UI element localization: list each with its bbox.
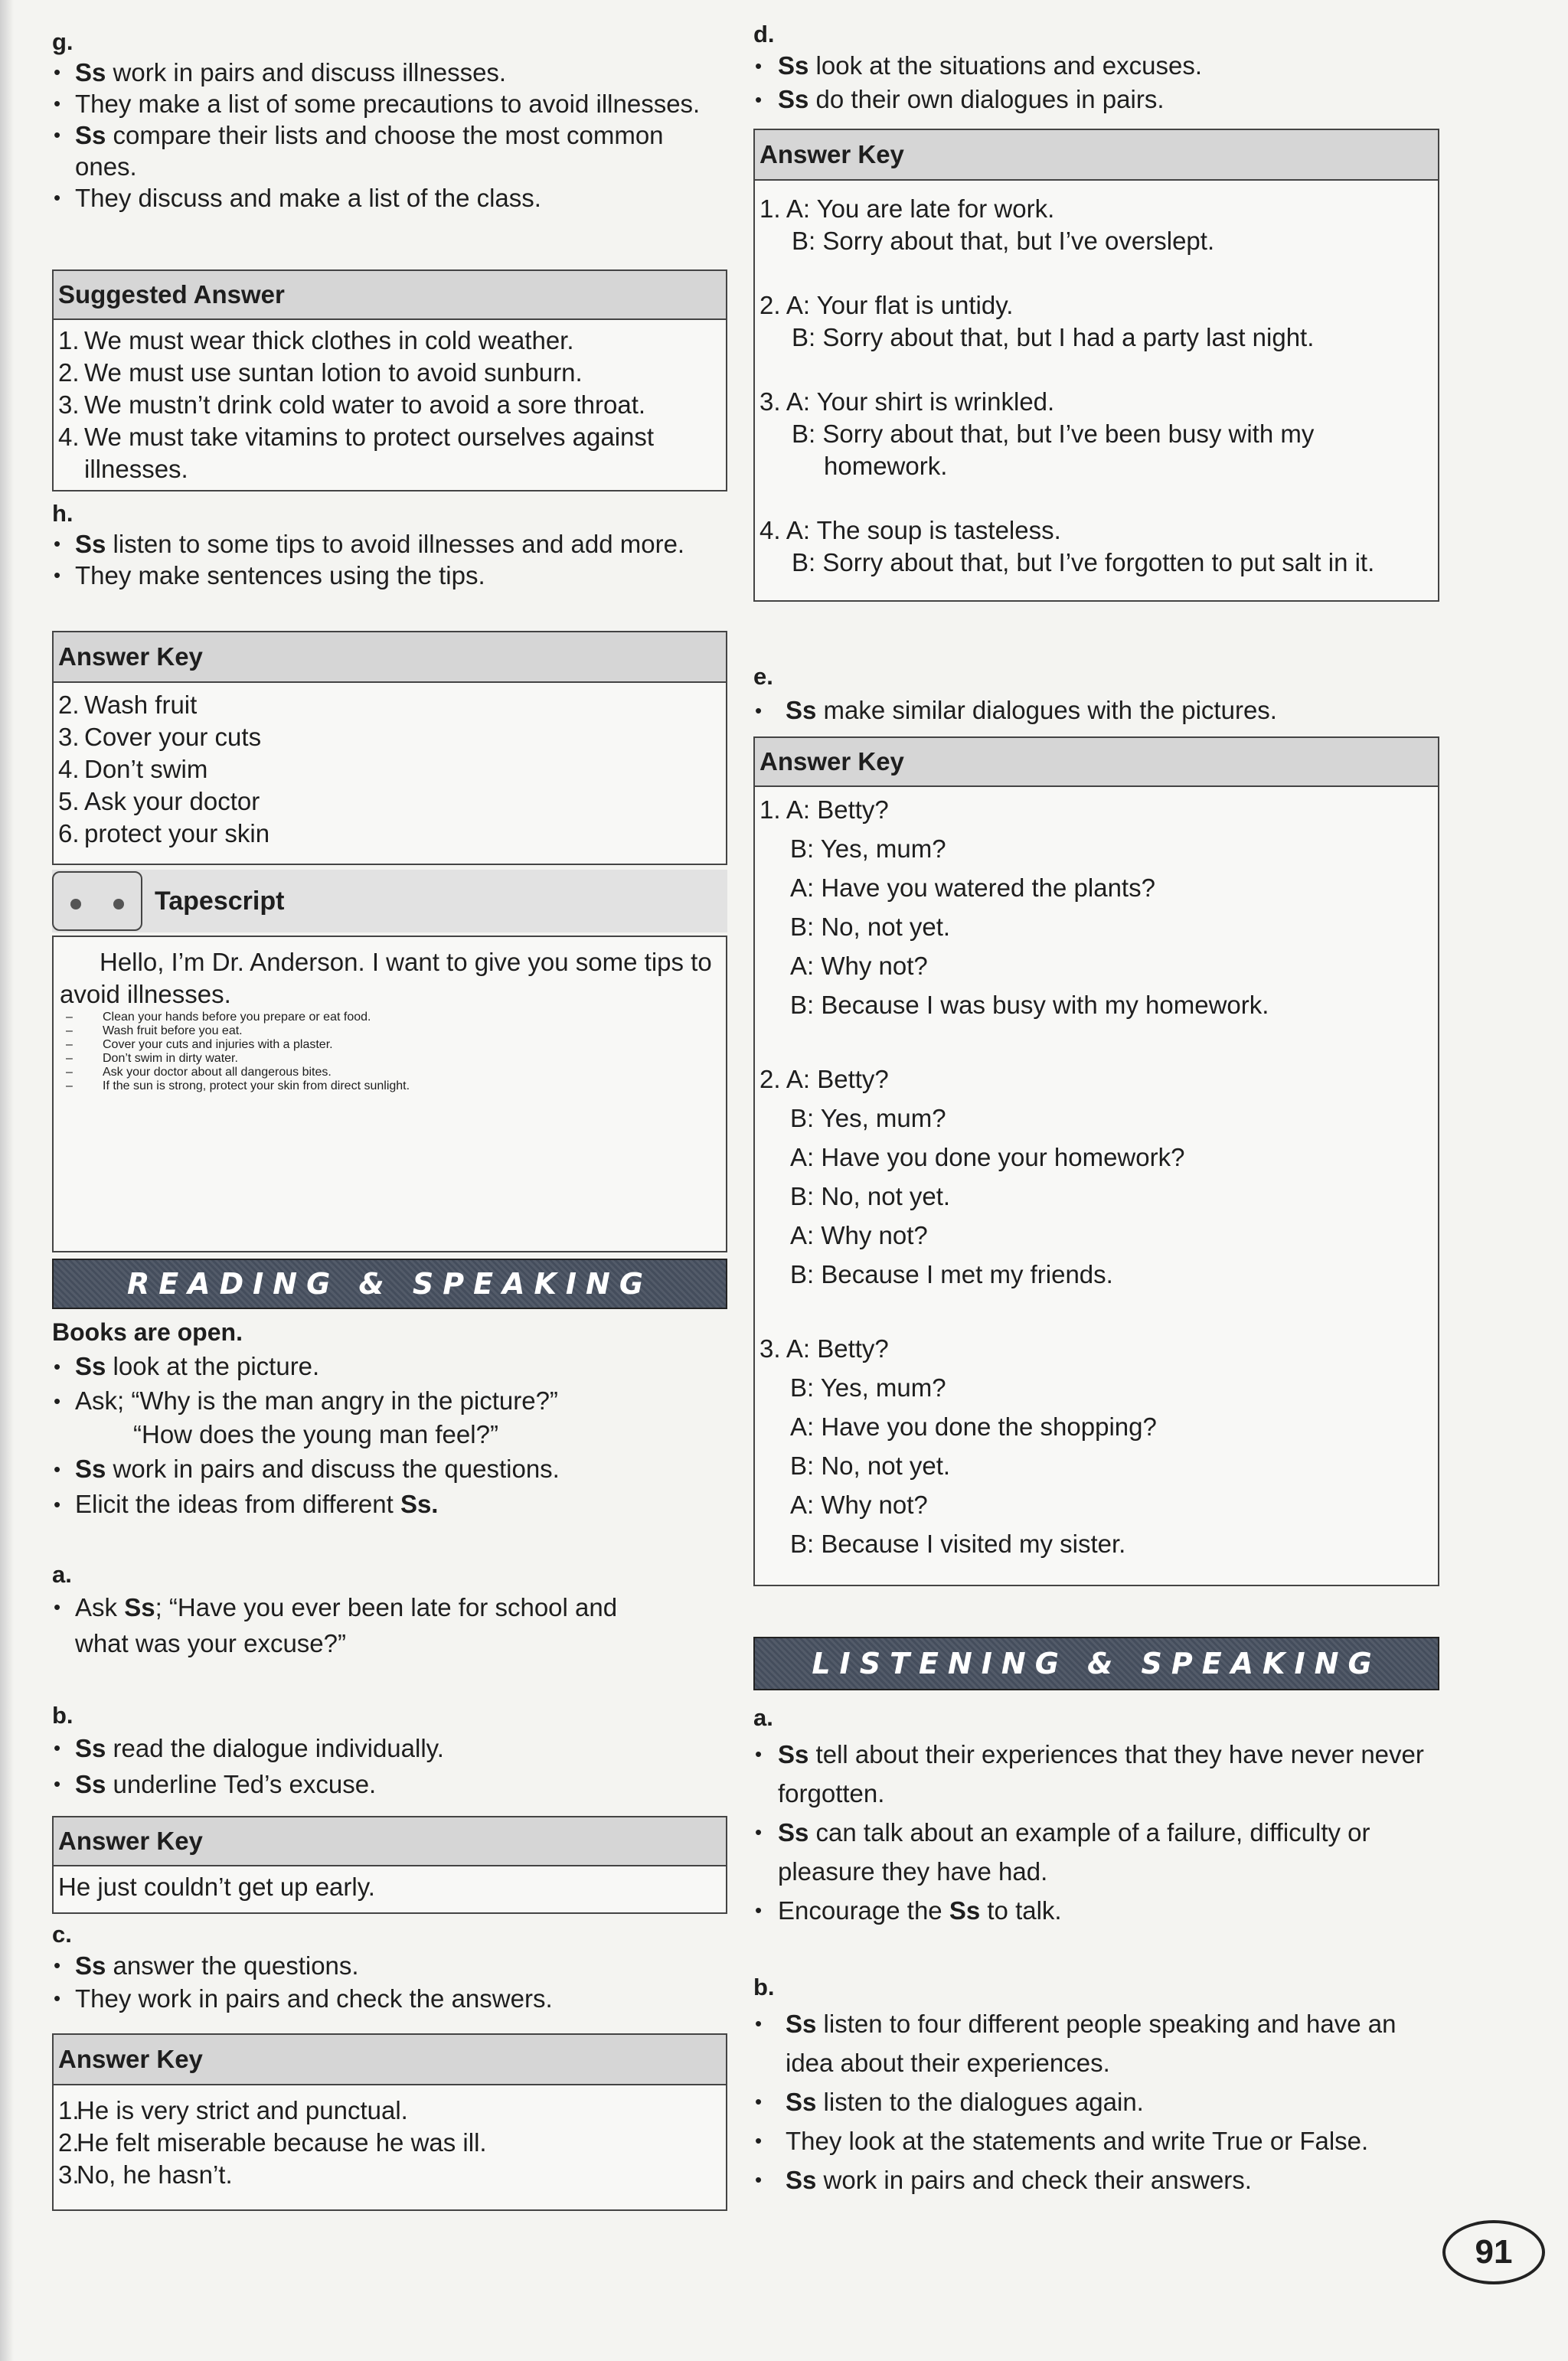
section-letter: h.: [52, 500, 74, 527]
section-letter: c.: [52, 1921, 72, 1948]
section-a: [52, 1560, 727, 1661]
list-item: – Cover your cuts and injuries with a plaster.: [66, 1038, 333, 1051]
list-item: • Ss can talk about an example of a failure, difficulty or pleasure they have had.: [753, 1813, 1439, 1891]
box-body: [54, 683, 726, 854]
box-title: Suggested Answer: [54, 271, 726, 320]
list-item: • Ss answer the questions.: [52, 1949, 727, 1982]
answer-key-box-d: [753, 129, 1439, 602]
list-item: • Ss listen to four different people speaking and have an idea about their experiences.: [753, 2004, 1439, 2082]
list-item: – Don’t swim in dirty water.: [66, 1052, 238, 1065]
section-letter: a.: [52, 1561, 72, 1588]
list-item: 4. Don’t swim: [58, 755, 208, 783]
list-item: 1.He is very strict and punctual.: [58, 2096, 408, 2124]
bullet-list: [753, 49, 1439, 116]
box-title: Answer Key: [755, 738, 1438, 787]
reading-speaking-banner: READING & SPEAKING: [52, 1259, 727, 1309]
list-item: • Ss read the dialogue individually.: [52, 1730, 727, 1766]
tapescript-title: Tapescript: [155, 886, 285, 916]
list-item: • They discuss and make a list of the class.: [52, 182, 727, 214]
tapescript-box: [52, 936, 727, 1252]
answer-text: He just couldn’t get up early.: [58, 1873, 375, 1901]
box-body: [755, 790, 1438, 1568]
bullet-list: [52, 57, 727, 214]
list-item: • They work in pairs and check the answers.: [52, 1982, 727, 2015]
books-open-note: Books are open.: [52, 1318, 243, 1346]
section-c: [52, 1920, 727, 2015]
list-item: • Ss work in pairs and check their answers.: [753, 2160, 1439, 2199]
section-listening-a: [753, 1701, 1439, 1930]
list-item: 2.He felt miserable because he was ill.: [58, 2128, 487, 2157]
list-item: 3. We mustn’t drink cold water to avoid a sore throat.: [58, 390, 646, 419]
page-number: 91: [1442, 2220, 1545, 2284]
list-item: • Ss tell about their experiences that they have never never forgotten.: [753, 1735, 1439, 1813]
list-item: – Clean your hands before you prepare or eat food.: [66, 1011, 371, 1024]
tapescript-header: [52, 870, 727, 932]
list-item: • Ss look at the situations and excuses.: [753, 49, 1439, 83]
bullet-list: [52, 1730, 727, 1802]
list-item: – Wash fruit before you eat.: [66, 1024, 243, 1037]
bullet-list: [753, 2004, 1439, 2199]
bullet-list: [753, 1735, 1439, 1930]
list-item: • Ss underline Ted’s excuse.: [52, 1766, 727, 1802]
list-item: • Ss work in pairs and discuss the questions.: [52, 1452, 727, 1487]
answer-key-box-c: [52, 2033, 727, 2211]
box-body: [54, 2085, 726, 2196]
answer-entry: 1. A: You are late for work. B: Sorry about that, but I’ve overslept.: [760, 194, 1215, 255]
answer-entry: 2. A: Your flat is untidy. B: Sorry about that, but I had a party last night.: [760, 291, 1315, 351]
list-item: • Ask; “Why is the man angry in the picture?” “How does the young man feel?”: [52, 1384, 727, 1452]
box-body: [54, 320, 726, 490]
bullet-list: [753, 694, 1439, 727]
box-body: [54, 1866, 726, 1908]
list-item: • Ss listen to the dialogues again.: [753, 2082, 1439, 2121]
tapescript-intro: Hello, I’m Dr. Anderson. I want to give you some tips to avoid illnesses.: [60, 948, 712, 1008]
list-item: • They make a list of some precautions to avoid illnesses.: [52, 88, 727, 119]
answer-entry: 3. A: Your shirt is wrinkled. B: Sorry about that, but I’ve been busy with my homework.: [760, 387, 1315, 480]
list-item: 3. Cover your cuts: [58, 723, 262, 751]
answer-entry: 4. A: The soup is tasteless. B: Sorry about that, but I’ve forgotten to put salt in it.: [760, 516, 1375, 576]
list-item: • Ask Ss; “Have you ever been late for school and what was your excuse?”: [52, 1589, 634, 1661]
cassette-tape-icon: [52, 871, 142, 931]
section-letter: d.: [753, 21, 775, 47]
list-item: • Ss do their own dialogues in pairs.: [753, 83, 1439, 116]
list-item: • Ss work in pairs and discuss illnesses.: [52, 57, 727, 88]
section-g: [52, 28, 727, 214]
section-d: [753, 20, 1439, 116]
box-title: Answer Key: [54, 2035, 726, 2085]
box-title: Answer Key: [54, 1817, 726, 1866]
list-item: • Ss listen to some tips to avoid illnesses and add more.: [52, 528, 727, 560]
answer-key-box-b: [52, 1816, 727, 1914]
bullet-list: [52, 1349, 727, 1522]
section-e: [753, 660, 1439, 727]
list-item: 3.No, he hasn’t.: [58, 2160, 233, 2189]
answer-key-box-e: [753, 736, 1439, 1586]
list-item: • They make sentences using the tips.: [52, 560, 727, 591]
section-letter: b.: [753, 1974, 775, 2000]
dialogue-2: 2. A: Betty? B: Yes, mum? A: Have you done your homework? B: No, not yet. A: Why not? B: Because I met my friends.: [760, 1065, 1185, 1288]
dialogue-1: 1. A: Betty? B: Yes, mum? A: Have you watered the plants? B: No, not yet. A: Why not? B: Because I was busy with my homework.: [760, 795, 1269, 1019]
list-item: – Ask your doctor about all dangerous bites.: [66, 1066, 332, 1079]
section-letter: g.: [52, 28, 74, 55]
bullet-list: [52, 1589, 634, 1661]
list-item: • Ss make similar dialogues with the pictures.: [753, 694, 1439, 727]
list-item: 5. Ask your doctor: [58, 787, 260, 815]
list-item: 4. We must take vitamins to protect ourselves against illnesses.: [58, 423, 655, 483]
list-item: 6. protect your skin: [58, 819, 270, 847]
section-h: [52, 499, 727, 591]
list-item: 2. We must use suntan lotion to avoid sunburn.: [58, 358, 583, 387]
list-item: • Ss compare their lists and choose the most common ones.: [52, 119, 727, 182]
bullet-list: [52, 528, 727, 591]
reading-intro: [52, 1315, 727, 1522]
section-letter: b.: [52, 1702, 74, 1729]
list-item: • Encourage the Ss to talk.: [753, 1891, 1439, 1930]
answer-key-box-h: [52, 631, 727, 865]
box-title: Answer Key: [54, 632, 726, 683]
listening-speaking-banner: LISTENING & SPEAKING: [753, 1637, 1439, 1690]
dialogue-3: 3. A: Betty? B: Yes, mum? A: Have you done the shopping? B: No, not yet. A: Why not? B: Because I visited my sister.: [760, 1334, 1157, 1558]
section-letter: a.: [753, 1704, 773, 1731]
box-body: [755, 181, 1438, 583]
list-item: • Ss look at the picture.: [52, 1349, 727, 1384]
section-letter: e.: [753, 663, 773, 690]
list-item: • Elicit the ideas from different Ss.: [52, 1487, 727, 1522]
list-item: 1. We must wear thick clothes in cold weather.: [58, 326, 574, 354]
page-edge-shadow: [0, 0, 14, 2361]
section-b: [52, 1701, 727, 1802]
list-item: – If the sun is strong, protect your skin from direct sunlight.: [66, 1079, 410, 1092]
list-item: 2. Wash fruit: [58, 691, 198, 719]
bullet-list: [52, 1949, 727, 2015]
box-title: Answer Key: [755, 130, 1438, 181]
suggested-answer-box: [52, 269, 727, 491]
section-listening-b: [753, 1971, 1439, 2199]
list-item: • They look at the statements and write True or False.: [753, 2121, 1439, 2160]
